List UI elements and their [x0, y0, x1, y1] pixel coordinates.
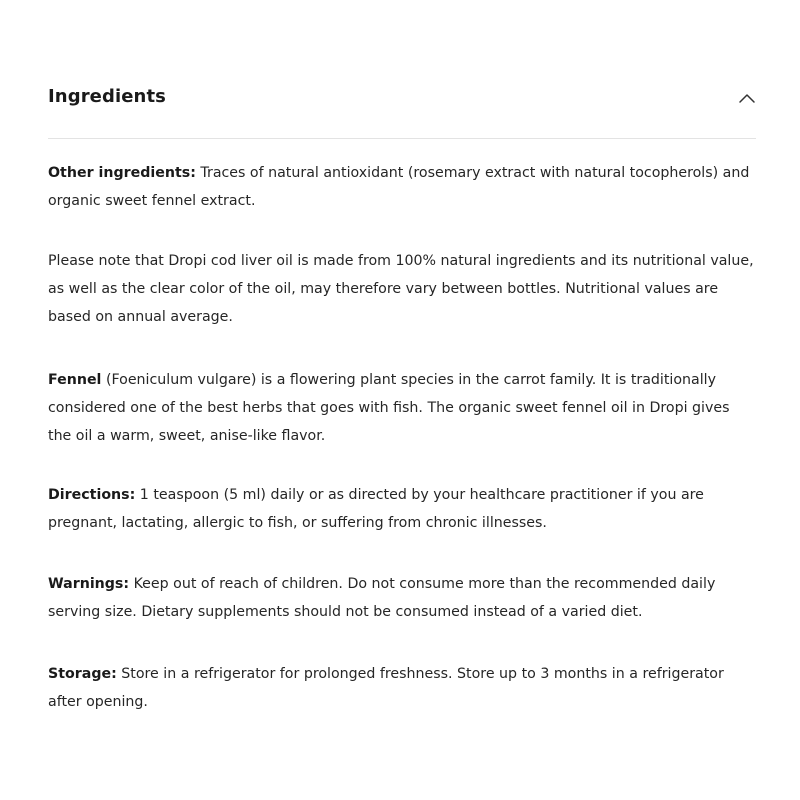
warnings-label: Warnings:	[48, 576, 130, 592]
chevron-up-icon[interactable]	[738, 91, 756, 105]
storage-label: Storage:	[48, 666, 117, 682]
fennel-paragraph	[48, 366, 756, 450]
storage-text: Store in a refrigerator for prolonged freshness. Store up to 3 months in a refrigerator after opening.	[48, 666, 724, 710]
warnings-text: Keep out of reach of children. Do not consume more than the recommended daily serving size. Dietary supplements should not be consumed instead of a varied diet.	[48, 576, 716, 620]
directions-text: 1 teaspoon (5 ml) daily or as directed by your healthcare practitioner if you are pregnant, lactating, allergic to fish, or suffering from chronic illnesses.	[48, 487, 704, 531]
other-ingredients-text: Traces of natural antioxidant (rosemary extract with natural tocopherols) and organic sweet fennel extract.	[48, 165, 750, 209]
note-text: Please note that Dropi cod liver oil is made from 100% natural ingredients and its nutritional value, as well as the clear color of the oil, may therefore vary between bottles. Nutritional values are based on annual average.	[48, 253, 754, 325]
other-ingredients-paragraph	[48, 159, 756, 215]
directions-paragraph	[48, 481, 756, 537]
directions-label: Directions:	[48, 487, 136, 503]
warnings-paragraph	[48, 570, 756, 626]
storage-paragraph	[48, 660, 756, 716]
ingredients-accordion	[48, 0, 756, 710]
fennel-label: Fennel	[48, 372, 102, 388]
note-paragraph	[48, 247, 756, 331]
fennel-text: (Foeniculum vulgare) is a flowering plant species in the carrot family. It is traditionally considered one of the best herbs that goes with fish. The organic sweet fennel oil in Dropi gives the oil a warm, sweet, anise-like flavor.	[48, 372, 730, 444]
accordion-header[interactable]	[48, 0, 756, 139]
other-ingredients-label: Other ingredients:	[48, 165, 196, 181]
accordion-title: Ingredients	[48, 86, 166, 107]
